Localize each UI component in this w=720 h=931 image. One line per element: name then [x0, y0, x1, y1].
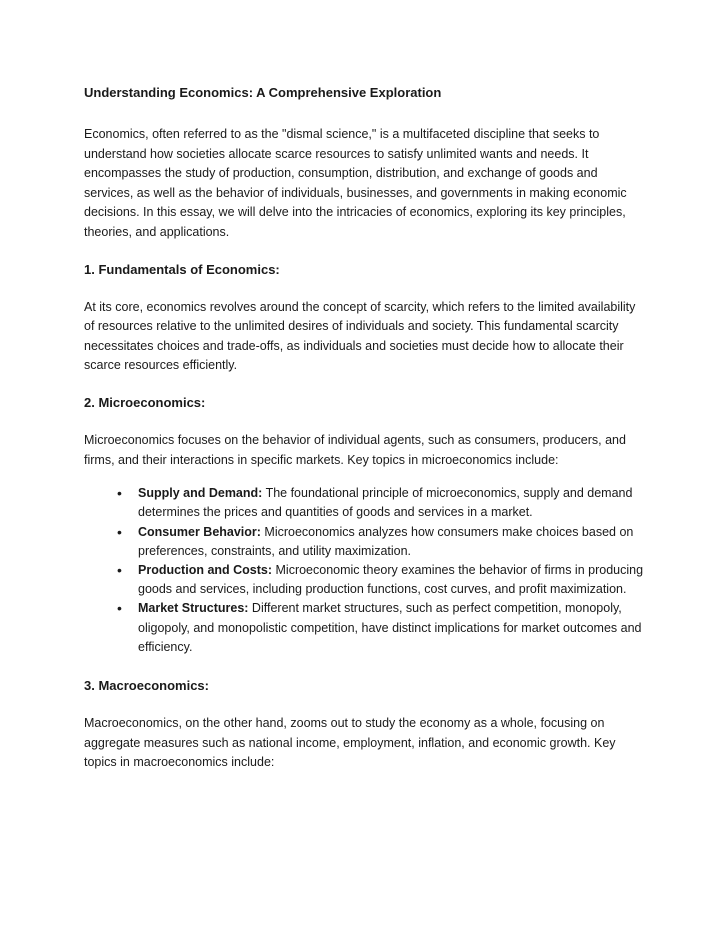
section-heading-fundamentals: 1. Fundamentals of Economics:: [84, 261, 280, 277]
section-paragraph-macroeconomics: Macroeconomics, on the other hand, zooms out to study the economy as a whole, focusing on aggregate measures such as national income, employment, inflation, and economic growth. Key topics in macroeconomics include:: [84, 715, 616, 770]
bullet-icon: •: [117, 485, 122, 502]
document-body: [84, 84, 644, 791]
list-item: [117, 523, 644, 561]
section-heading-microeconomics: 2. Microeconomics:: [84, 394, 206, 410]
bullet-term: Market Structures:: [138, 601, 249, 616]
bullet-text: Microeconomic theory examines the behavior of firms in producing goods and services, including production functions, cost curves, and profit maximization.: [138, 562, 644, 597]
document-title: Understanding Economics: A Comprehensive Exploration: [84, 85, 442, 100]
bullet-term: Production and Costs:: [138, 562, 273, 577]
bullet-text: Microeconomics analyzes how consumers make choices based on preferences, constraints, and utility maximization.: [138, 524, 634, 558]
bullet-icon: •: [117, 600, 122, 617]
bullet-text: The foundational principle of microeconomics, supply and demand determines the prices and quantities of goods and services in a market.: [138, 486, 633, 520]
intro-paragraph: Economics, often referred to as the "dismal science," is a multifaceted discipline that seeks to understand how societies allocate scarce resources to satisfy unlimited wants and needs. It encompasses the study of production, consumption, distribution, and exchange of goods and services, as well as the behavior of individuals, businesses, and governments in making economic decisions. In this essay, we will delve into the intricacies of economics, exploring its key principles, theories, and applications.: [84, 127, 627, 239]
section-heading-macroeconomics: 3. Macroeconomics:: [84, 677, 209, 693]
list-item: [117, 484, 644, 522]
microeconomics-topics-list: [84, 484, 644, 657]
bullet-term: Supply and Demand:: [138, 486, 263, 501]
section-paragraph-microeconomics: Microeconomics focuses on the behavior of individual agents, such as consumers, producers, and firms, and their interactions in specific markets. Key topics in microeconomics include:: [84, 432, 626, 467]
bullet-text: Different market structures, such as perfect competition, monopoly, oligopoly, and monopolistic competition, have distinct implications for market outcomes and efficiency.: [138, 601, 642, 654]
bullet-term: Consumer Behavior:: [138, 524, 261, 539]
bullet-icon: •: [117, 561, 122, 578]
bullet-icon: •: [117, 523, 122, 540]
list-item: [117, 561, 644, 599]
section-paragraph-fundamentals: At its core, economics revolves around the concept of scarcity, which refers to the limited availability of resources relative to the unlimited desires of individuals and society. This fundamental scarcity necessitates choices and trade-offs, as individuals and societies must decide how to allocate their scarce resources efficiently.: [84, 299, 636, 373]
list-item: [117, 599, 644, 657]
